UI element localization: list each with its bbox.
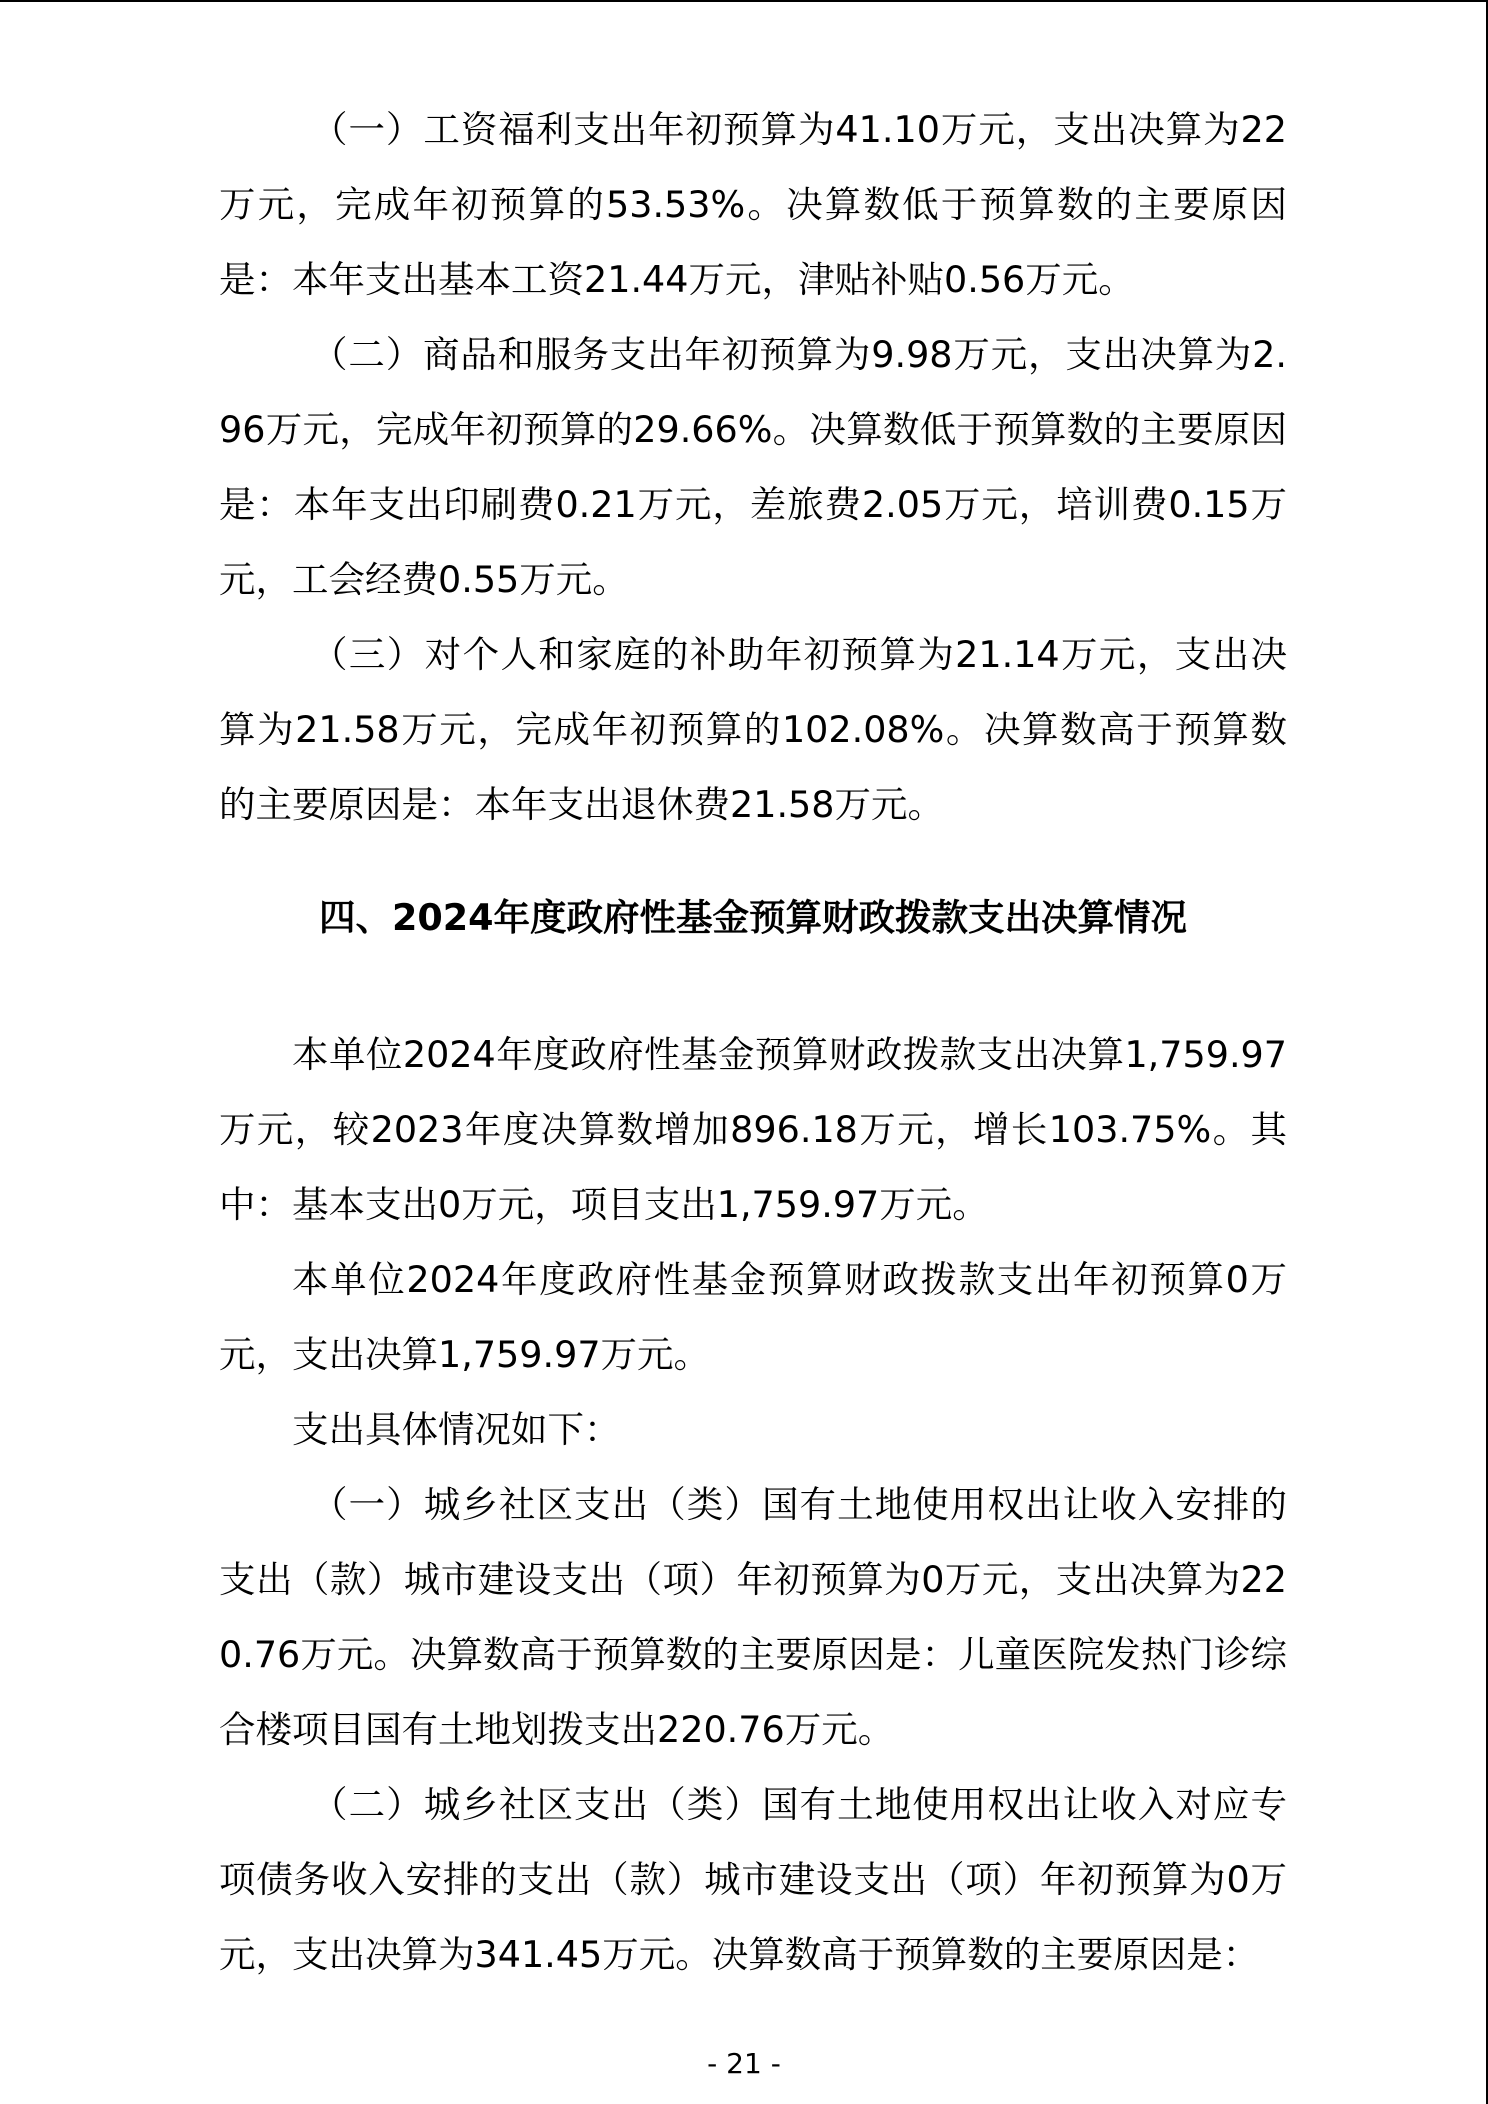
paragraph-special-debt-expenditure: （二）城乡社区支出（类）国有土地使用权出让收入对应专项债务收入安排的支出（款）城市建设支出（项）年初预算为0万元，支出决算为341.45万元。决算数高于预算数的主要原因是： <box>219 1783 1287 1976</box>
paragraph-salary-welfare: （一）工资福利支出年初预算为41.10万元，支出决算为22万元，完成年初预算的53.53%。决算数低于预算数的主要原因是：本年支出基本工资21.44万元，津贴补贴0.56万元。 <box>219 108 1287 301</box>
paragraph-details-intro: 支出具体情况如下： <box>292 1408 621 1451</box>
paragraph-fund-total: 本单位2024年度政府性基金预算财政拨款支出决算1,759.97万元，较2023年度决算数增加896.18万元，增长103.75%。其中：基本支出0万元，项目支出1,759.97万元。 <box>219 1033 1287 1226</box>
paragraph-land-transfer-expenditure: （一）城乡社区支出（类）国有土地使用权出让收入安排的支出（款）城市建设支出（项）年初预算为0万元，支出决算为220.76万元。决算数高于预算数的主要原因是：儿童医院发热门诊综合楼项目国有土地划拨支出220.76万元。 <box>219 1483 1287 1751</box>
section-three-body <box>219 92 1287 842</box>
page-number: - 21 - <box>707 2047 781 2080</box>
section-four-body <box>219 1017 1287 1992</box>
paragraph-personal-family-subsidy: （三）对个人和家庭的补助年初预算为21.14万元，支出决算为21.58万元，完成年初预算的102.08%。决算数高于预算数的主要原因是：本年支出退休费21.58万元。 <box>219 633 1287 826</box>
paragraph-goods-services: （二）商品和服务支出年初预算为9.98万元，支出决算为2.96万元，完成年初预算的29.66%。决算数低于预算数的主要原因是：本年支出印刷费0.21万元，差旅费2.05万元，培训费0.15万元，工会经费0.55万元。 <box>219 333 1287 601</box>
section-four-heading: 四、2024年度政府性基金预算财政拨款支出决算情况 <box>318 896 1188 939</box>
paragraph-fund-budget: 本单位2024年度政府性基金预算财政拨款支出年初预算0万元，支出决算1,759.97万元。 <box>219 1258 1287 1376</box>
